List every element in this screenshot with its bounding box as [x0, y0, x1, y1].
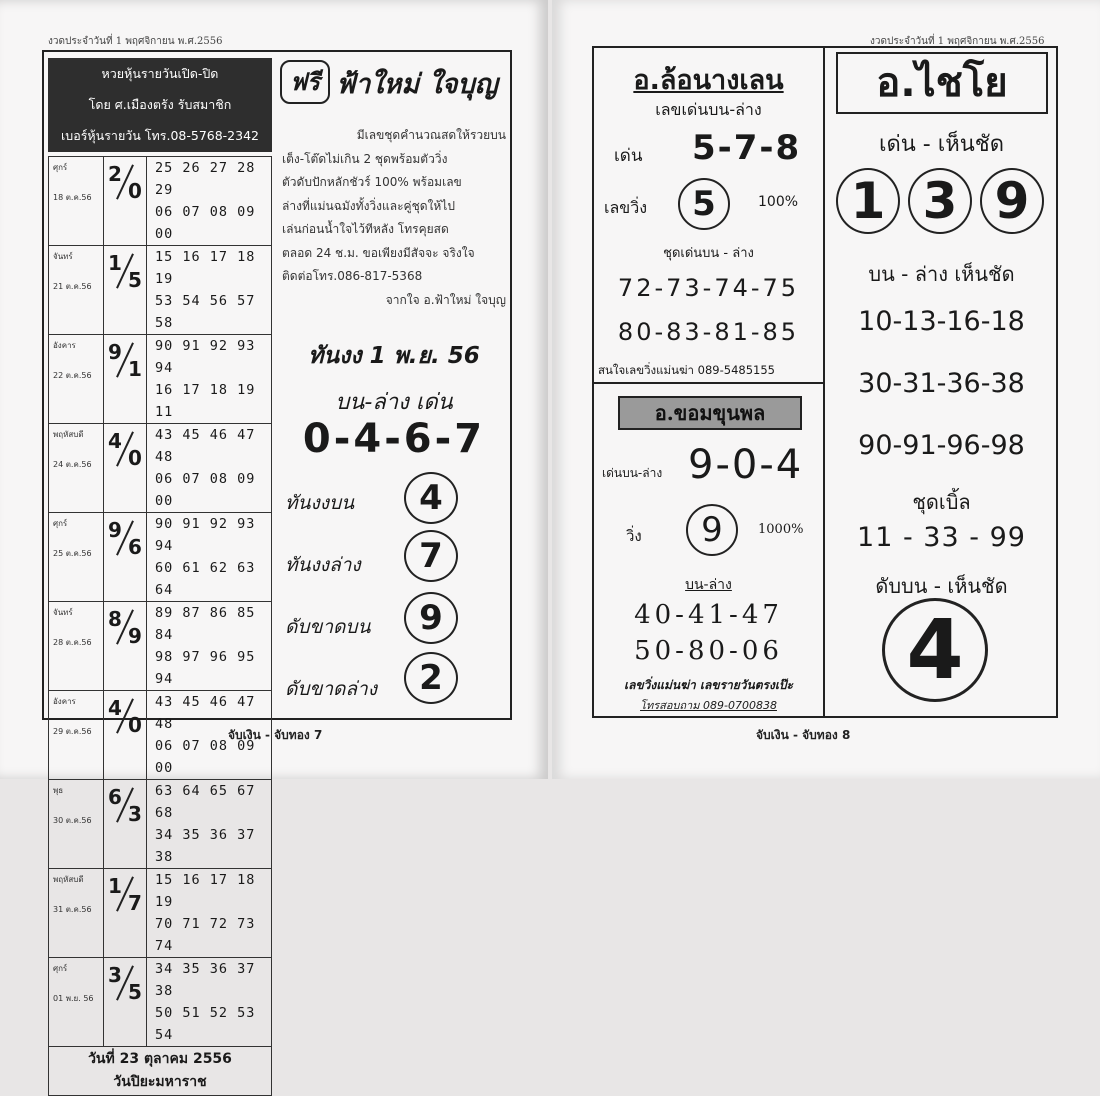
top-digit: 9 — [108, 518, 122, 542]
number-cell — [147, 958, 272, 1047]
date-cell — [49, 335, 104, 424]
date-cell — [49, 513, 104, 602]
item-label: ดับขาดบน — [285, 616, 371, 638]
free-title: ฟ้าใหม่ ใจบุญ — [336, 69, 498, 100]
a2-set-1: 40-41-47 — [634, 600, 783, 630]
date-text: 21 ต.ค.56 — [53, 282, 92, 291]
top-digit: 4 — [108, 696, 122, 720]
top-numbers: 90 91 92 93 94 — [155, 338, 256, 376]
item-label: ดับขาดล่าง — [285, 678, 377, 700]
banner-line-2: โดย ศ.เมืองตรัง รับสมาชิก — [88, 97, 232, 112]
table-footer-row — [49, 1047, 272, 1096]
a3-set: 30-31-36-38 — [858, 368, 1025, 399]
bottom-digit: 6 — [128, 535, 142, 559]
section-divider — [594, 382, 823, 384]
result-row — [49, 958, 272, 1047]
a2-set-2: 50-80-06 — [634, 636, 783, 666]
top-bottom-label: บน-ล่าง เด่น — [335, 390, 453, 415]
a2-run-circle: 9 — [686, 504, 738, 556]
right-page — [552, 0, 1100, 779]
a1-contact: สนใจเลขวิ่งแม่นฆ่า 089-5485155 — [598, 363, 775, 377]
top-numbers: 25 26 27 28 29 — [155, 160, 256, 198]
promo-line: เล่นก่อนน้ำใจไว้ทีหลัง โทรคุยสด — [282, 222, 449, 236]
a2-den-label: เด่นบน-ล่าง — [602, 466, 663, 480]
a1-den-numbers: 5-7-8 — [692, 128, 802, 168]
result-row — [49, 157, 272, 246]
top-numbers: 34 35 36 37 38 — [155, 961, 256, 999]
day-name: จันทร์ — [53, 252, 73, 261]
number-cell — [147, 602, 272, 691]
a1-subtitle: เลขเด่นบน-ล่าง — [655, 100, 762, 119]
top-numbers: 90 91 92 93 94 — [155, 516, 256, 554]
bottom-digit: 7 — [128, 891, 142, 915]
top-numbers: 43 45 46 47 48 — [155, 694, 256, 732]
a3-title: อ.ไชโย — [836, 52, 1048, 114]
result-row — [49, 246, 272, 335]
day-name: ศุกร์ — [53, 519, 68, 528]
a3-top-bottom-label: บน - ล่าง เห็นชัด — [868, 262, 1015, 286]
item-label: ทันงงบน — [285, 492, 355, 514]
a1-set-2: 80-83-81-85 — [617, 318, 800, 346]
bottom-numbers: 06 07 08 09 00 — [155, 738, 256, 776]
digit-cell — [104, 157, 147, 246]
item-circle: 4 — [404, 472, 458, 524]
left-page — [0, 0, 548, 1090]
number-cell — [147, 513, 272, 602]
bottom-numbers: 50 51 52 53 54 — [155, 1005, 256, 1043]
banner-line-3: เบอร์หุ้นรายวัน โทร.08-5768-2342 — [61, 128, 259, 143]
top-digit: 4 — [108, 429, 122, 453]
promo-text — [282, 124, 506, 312]
day-name: จันทร์ — [53, 608, 73, 617]
top-numbers: 43 45 46 47 48 — [155, 427, 256, 465]
result-row — [49, 780, 272, 869]
a3-dab-label: ดับบน - เห็นชัด — [875, 574, 1008, 598]
bottom-numbers: 53 54 56 57 58 — [155, 293, 256, 331]
promo-signature: จากใจ อ.ฟ้าใหม่ ใจบุญ — [385, 292, 506, 307]
digit-cell — [104, 335, 147, 424]
bottom-digit: 0 — [128, 179, 142, 203]
digit-cell — [104, 869, 147, 958]
day-name: ศุกร์ — [53, 163, 68, 172]
result-row — [49, 424, 272, 513]
item-circle: 7 — [404, 530, 458, 582]
bottom-digit: 5 — [128, 268, 142, 292]
date-text: 24 ต.ค.56 — [53, 460, 92, 469]
date-cell — [49, 869, 104, 958]
bottom-digit: 3 — [128, 802, 142, 826]
a3-subtitle: เด่น - เห็นชัด — [878, 132, 1005, 157]
date-text: 29 ต.ค.56 — [53, 727, 92, 736]
left-footer: จับเงิน - จับทอง 7 — [228, 728, 323, 742]
promo-line: ล่างที่แม่นฉมังทั้งวิ่งและคู่ชุดให้ไป — [282, 198, 455, 213]
digit-cell — [104, 602, 147, 691]
a3-set: 90-91-96-98 — [858, 430, 1025, 461]
top-bottom-numbers: 0-4-6-7 — [302, 416, 486, 462]
a1-den-label: เด่น — [614, 146, 643, 166]
promo-line: ตลอด 24 ช.ม. ขอเพียงมีสัจจะ จริงใจ — [282, 245, 475, 260]
date-text: 25 ต.ค.56 — [53, 549, 92, 558]
a2-top-bottom-label: บน-ล่าง — [685, 577, 732, 593]
number-cell — [147, 869, 272, 958]
bottom-numbers: 06 07 08 09 00 — [155, 471, 256, 509]
a3-big-number: 1 — [836, 168, 900, 234]
free-badge: ฟรี — [280, 60, 330, 104]
day-name: พฤหัสบดี — [53, 430, 84, 439]
left-header: งวดประจำวันที่ 1 พฤศจิกายน พ.ศ.2556 — [48, 36, 223, 47]
date-text: 31 ต.ค.56 — [53, 905, 92, 914]
a1-set-1: 72-73-74-75 — [617, 274, 800, 302]
top-numbers: 15 16 17 18 19 — [155, 249, 256, 287]
a1-title: อ.ล้อนางเลน — [633, 65, 784, 96]
result-row — [49, 869, 272, 958]
digit-cell — [104, 424, 147, 513]
item-circle: 9 — [404, 592, 458, 644]
a3-dab-circle: 4 — [882, 598, 988, 702]
promo-line: เต็ง-โต๊ดไม่เกิน 2 ชุดพร้อมตัววิ่ง — [282, 151, 448, 166]
digit-cell — [104, 958, 147, 1047]
a3-big-number: 9 — [980, 168, 1044, 234]
top-digit: 6 — [108, 785, 122, 809]
top-digit: 1 — [108, 874, 122, 898]
top-numbers: 89 87 86 85 84 — [155, 605, 256, 643]
date-text: 22 ต.ค.56 — [53, 371, 92, 380]
date-cell — [49, 602, 104, 691]
a2-note: เลขวิ่งแม่นฆ่า เลขรายวันตรงเป๊ะ — [623, 678, 793, 692]
footer-date: วันที่ 23 ตุลาคม 2556 — [88, 1051, 232, 1067]
promo-line: ตัวดับปักหลักชัวร์ 100% พร้อมเลข — [282, 175, 462, 189]
a3-big-number: 3 — [908, 168, 972, 234]
date-text: 18 ต.ค.56 — [53, 193, 92, 202]
table-footer — [49, 1047, 272, 1096]
digit-cell — [104, 691, 147, 780]
number-cell — [147, 246, 272, 335]
digit-cell — [104, 513, 147, 602]
a2-run-label: วิ่ง — [626, 527, 642, 545]
a1-run-label: เลขวิ่ง — [604, 198, 648, 217]
date-cell — [49, 780, 104, 869]
bottom-digit: 0 — [128, 713, 142, 737]
top-digit: 3 — [108, 963, 122, 987]
digit-cell — [104, 246, 147, 335]
right-header: งวดประจำวันที่ 1 พฤศจิกายน พ.ศ.2556 — [870, 36, 1045, 47]
number-cell — [147, 780, 272, 869]
item-circle: 2 — [404, 652, 458, 704]
date-cell — [49, 958, 104, 1047]
top-digit: 8 — [108, 607, 122, 631]
bottom-numbers: 06 07 08 09 00 — [155, 204, 256, 242]
right-footer: จับเงิน - จับทอง 8 — [756, 728, 851, 742]
a1-run-circle: 5 — [678, 178, 730, 230]
banner-line-1: หวยหุ้นรายวันเปิด-ปิด — [101, 66, 219, 81]
bottom-digit: 9 — [128, 624, 142, 648]
date-text: 30 ต.ค.56 — [53, 816, 92, 825]
a2-contact: โทรสอบถาม 089-0700838 — [640, 699, 777, 712]
number-cell — [147, 157, 272, 246]
day-name: ศุกร์ — [53, 964, 68, 973]
date-cell — [49, 424, 104, 513]
date-cell — [49, 691, 104, 780]
top-digit: 1 — [108, 251, 122, 275]
bottom-digit: 1 — [128, 357, 142, 381]
bottom-numbers: 60 61 62 63 64 — [155, 560, 256, 598]
a3-double: 11 - 33 - 99 — [857, 522, 1026, 553]
date-cell — [49, 157, 104, 246]
digit-cell — [104, 780, 147, 869]
a1-percent: 100% — [758, 194, 799, 210]
bottom-numbers: 70 71 72 73 74 — [155, 916, 256, 954]
a2-percent: 1000% — [758, 522, 804, 537]
promo-line: มีเลขชุดคำนวณสดให้รวยบน — [356, 128, 506, 142]
top-digit: 9 — [108, 340, 122, 364]
top-digit: 2 — [108, 162, 122, 186]
footer-holiday: วันปิยะมหาราช — [113, 1074, 207, 1090]
item-label: ทันงงล่าง — [285, 554, 361, 576]
bottom-numbers: 34 35 36 37 38 — [155, 827, 256, 865]
day-name: พฤหัสบดี — [53, 875, 84, 884]
number-cell — [147, 424, 272, 513]
top-numbers: 63 64 65 67 68 — [155, 783, 256, 821]
promo-line: ติดต่อโทร.086-817-5368 — [282, 269, 423, 283]
bottom-numbers: 98 97 96 95 94 — [155, 649, 256, 687]
result-row — [49, 513, 272, 602]
a3-set: 10-13-16-18 — [858, 306, 1025, 337]
a2-den-numbers: 9-0-4 — [688, 442, 804, 488]
hotline-banner — [48, 58, 272, 152]
top-numbers: 15 16 17 18 19 — [155, 872, 256, 910]
a3-double-label: ชุดเบิ้ล — [912, 490, 971, 514]
day-name: อังคาร — [53, 341, 76, 350]
a2-title: อ.ขอมขุนพล — [618, 396, 802, 430]
day-name: พุธ — [53, 786, 64, 795]
bottom-digit: 0 — [128, 446, 142, 470]
day-name: อังคาร — [53, 697, 76, 706]
date-text: 28 ต.ค.56 — [53, 638, 92, 647]
number-cell — [147, 335, 272, 424]
a1-set-label: ชุดเด่นบน - ล่าง — [663, 246, 754, 261]
result-row — [49, 335, 272, 424]
bottom-numbers: 16 17 18 19 11 — [155, 382, 256, 420]
draw-date: ทันงง 1 พ.ย. 56 — [308, 343, 480, 369]
results-table — [48, 156, 272, 1096]
date-cell — [49, 246, 104, 335]
date-text: 01 พ.ย. 56 — [53, 994, 94, 1003]
result-row — [49, 602, 272, 691]
bottom-digit: 5 — [128, 980, 142, 1004]
